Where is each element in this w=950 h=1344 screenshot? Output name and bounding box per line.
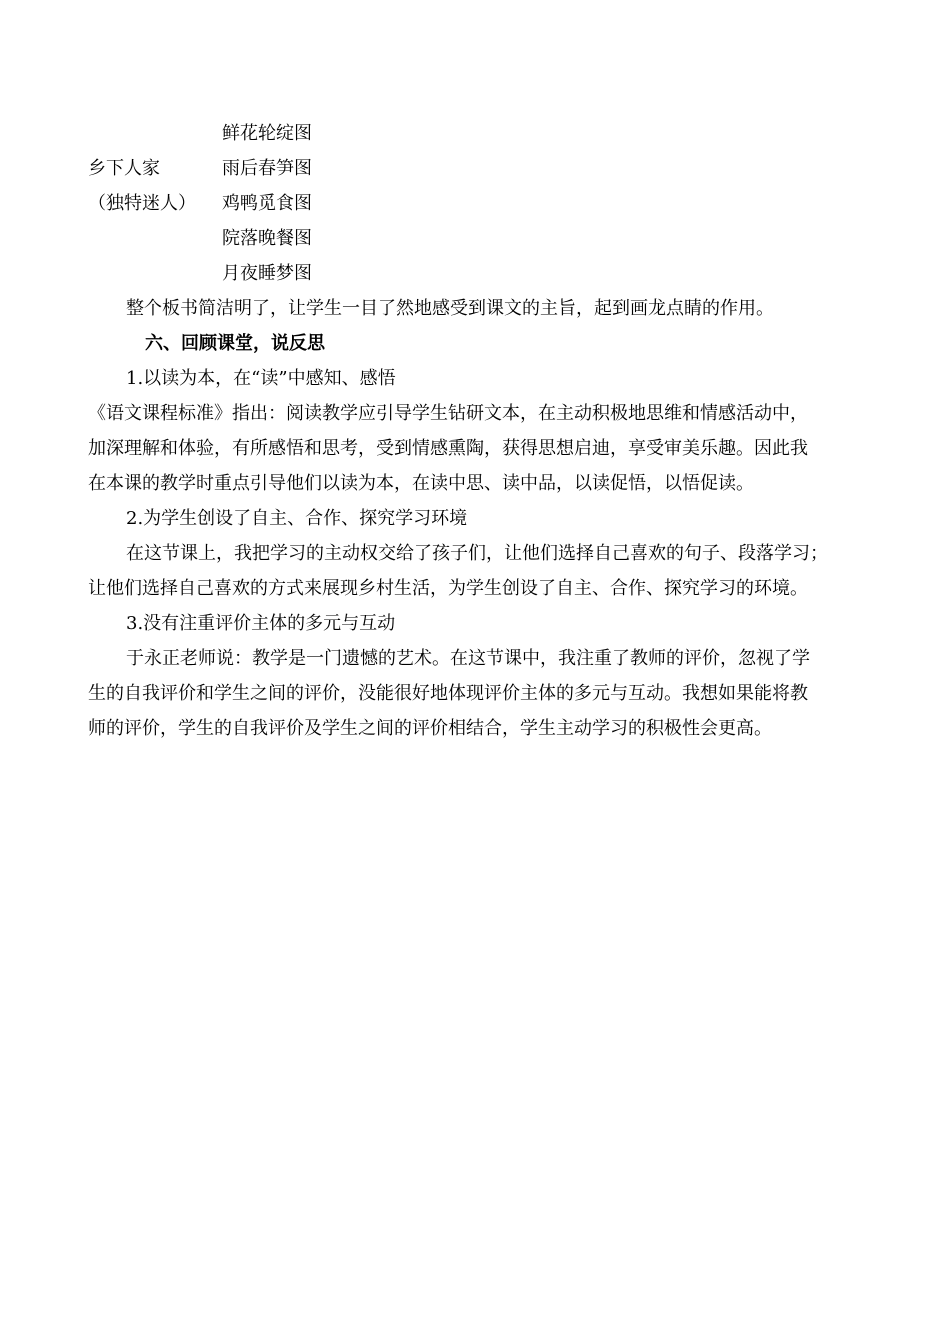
reflection-2-line-2: 让他们选择自己喜欢的方式来展现乡村生活，为学生创设了自主、合作、探究学习的环境。 (88, 578, 808, 599)
reflection-1-title: 1.以读为本，在“读”中感知、感悟 (126, 368, 396, 389)
reflection-3-line-3: 师的评价，学生的自我评价及学生之间的评价相结合，学生主动学习的积极性会更高。 (88, 718, 772, 739)
section-heading: 六、回顾课堂，说反思 (145, 333, 325, 354)
reflection-3-line-1: 于永正老师说：教学是一门遗憾的艺术。在这节课中，我注重了教师的评价，忽视了学 (126, 648, 810, 669)
board-subtitle: （独特迷人） (88, 193, 196, 214)
board-scene-2: 雨后春笋图 (222, 158, 312, 179)
reflection-2-title: 2.为学生创设了自主、合作、探究学习环境 (126, 508, 468, 529)
reflection-1-line-3: 在本课的教学时重点引导他们以读为本，在读中思、读中品，以读促悟，以悟促读。 (88, 473, 754, 494)
reflection-2-line-1: 在这节课上，我把学习的主动权交给了孩子们，让他们选择自己喜欢的句子、段落学习； (126, 543, 828, 564)
board-summary: 整个板书简洁明了，让学生一目了然地感受到课文的主旨，起到画龙点睛的作用。 (126, 298, 774, 319)
reflection-1-line-2: 加深理解和体验，有所感悟和思考，受到情感熏陶，获得思想启迪，享受审美乐趣。因此我 (88, 438, 808, 459)
board-scene-4: 院落晚餐图 (222, 228, 312, 249)
board-title: 乡下人家 (88, 158, 160, 179)
reflection-3-title: 3.没有注重评价主体的多元与互动 (126, 613, 396, 634)
reflection-1-line-1: 《语文课程标准》指出：阅读教学应引导学生钻研文本，在主动积极地思维和情感活动中， (88, 403, 808, 424)
board-scene-3: 鸡鸭觅食图 (222, 193, 312, 214)
board-scene-5: 月夜睡梦图 (222, 263, 312, 284)
board-scene-1: 鲜花轮绽图 (222, 123, 312, 144)
reflection-3-line-2: 生的自我评价和学生之间的评价，没能很好地体现评价主体的多元与互动。我想如果能将教 (88, 683, 808, 704)
